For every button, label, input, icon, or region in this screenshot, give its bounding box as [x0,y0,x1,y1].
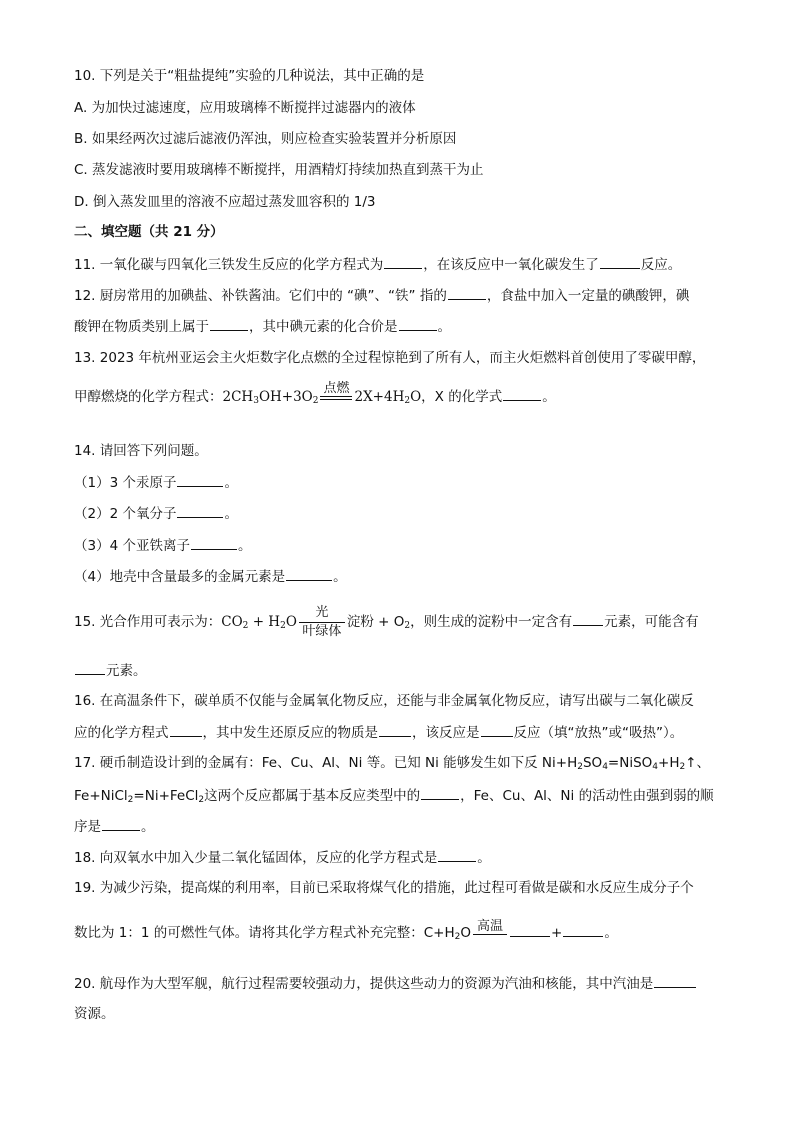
answer-blank[interactable] [102,816,140,831]
q15-text: 元素，可能含有 [604,614,699,630]
reaction-condition [299,606,345,639]
condition-top: 光 [315,604,329,620]
q16-text: 反应（填“放热”或“吸热”）。 [513,725,684,741]
q14-item-1 [74,472,238,493]
methanol-equation-right: $2X+4H_2O$ [354,389,422,406]
q15-text: 元素。 [106,663,147,679]
q14-item-2 [74,503,238,524]
reaction-condition [473,920,507,935]
q17-text: 。 [141,819,155,835]
q13-text: 甲醇燃烧的化学方程式： [74,389,223,405]
reaction-line [473,934,507,935]
photosynthesis-reactants: $CO_2 + H_2O$ [221,614,297,631]
q14-item-4 [74,566,347,587]
q14-item-label: （4）地壳中含量最多的金属元素是 [74,569,286,585]
answer-blank[interactable] [399,316,437,331]
q12-text: ，食盐中加入一定量的碘酸钾，碘 [486,288,690,304]
answer-blank[interactable] [210,316,248,331]
q11 [74,254,681,275]
answer-blank[interactable] [421,785,459,800]
reaction-arrow [299,622,345,623]
answer-blank[interactable] [177,503,223,518]
q15-line1 [74,600,699,648]
subscript: 2 [577,762,583,772]
q14-item-3 [74,535,251,556]
equals-sign [320,396,352,400]
subscript: 2 [454,932,461,942]
q13-line1: 13. 2023 年杭州亚运会主火炬数字化点燃的全过程惊艳到了所有人，而主火炬燃料首创使用了零碳甲醇， [74,350,706,366]
q12-text: 酸钾在物质类别上属于 [74,319,209,335]
q14-item-label: （1）3 个汞原子 [74,475,177,491]
answer-blank[interactable] [191,535,237,550]
q15-text: 15. 光合作用可表示为： [74,614,222,630]
subscript: 2 [404,621,411,631]
q19-text: O [460,925,472,941]
answer-blank[interactable] [448,285,486,300]
condition-label: 高温 [477,918,504,934]
q15-line2 [74,660,147,681]
q17-line1 [74,753,710,777]
answer-blank[interactable] [510,922,550,937]
reaction-condition [320,382,352,400]
q12-text: 。 [437,319,451,335]
q14-end: 。 [224,475,238,491]
q18-text: 18. 向双氧水中加入少量二氧化锰固体，反应的化学方程式是 [74,850,438,866]
q19-text: 数比为 1：1 的可燃性气体。请将其化学方程式补充完整：C+H [74,925,455,941]
answer-blank[interactable] [503,386,541,401]
answer-blank[interactable] [379,722,411,737]
section-title: 二、填空题（共 21 分） [74,224,224,240]
q20-line2: 资源。 [74,1006,115,1022]
q16-line2 [74,722,683,743]
q14-item-label: （3）4 个亚铁离子 [74,538,190,554]
methanol-equation-left: $2CH_3OH+3O_2$ [222,389,319,406]
q15-products: 淀粉 + O [346,614,405,630]
answer-blank[interactable] [654,973,696,988]
q17-text: 17. 硬币制造设计到的金属有：Fe、Cu、Al、Ni 等。已知 Ni 能够发生如下反 Ni+H [74,755,578,771]
q10-option-c: C. 蒸发滤液时要用玻璃棒不断搅拌，用酒精灯持续加热直到蒸干为止 [74,162,484,178]
q14-end: 。 [237,538,252,554]
q11-text-b: ，在该反应中一氧化碳发生了 [423,257,599,273]
q10-option-b: B. 如果经两次过滤后滤液仍浑浊，则应检查实验装置并分析原因 [74,131,457,147]
q17-text: 这两个反应都属于基本反应类型中的 [204,788,421,804]
answer-blank[interactable] [563,922,603,937]
answer-blank[interactable] [286,566,332,581]
q13-text: ，X 的化学式 [421,389,503,405]
q10-stem: 10. 下列是关于“粗盐提纯”实验的几种说法，其中正确的是 [74,68,425,84]
q18 [74,847,491,868]
answer-blank[interactable] [573,611,603,626]
q12-text: 12. 厨房常用的加碘盐、补铁酱油。它们中的 “碘”、“铁” 指的 [74,288,447,304]
q12-line1 [74,285,689,306]
q17-line2 [74,785,714,810]
q14-stem: 14. 请回答下列问题。 [74,443,208,459]
q16-text: ，其中发生还原反应的物质是 [202,725,378,741]
q13-line2 [74,381,556,414]
q13-text: 。 [542,389,556,405]
q17-text: 序是 [74,819,101,835]
q16-line1: 16. 在高温条件下，碳单质不仅能与金属氧化物反应，还能与非金属氧化物反应，请写出碳与二氧化碳反 [74,693,694,709]
answer-blank[interactable] [170,722,202,737]
q20-text: 20. 航母作为大型军舰，航行过程需要较强动力，提供这些动力的资源为汽油和核能，其中汽油是 [74,976,654,992]
q17-line3 [74,816,155,837]
answer-blank[interactable] [177,472,223,487]
q10-option-a: A. 为加快过滤速度，应用玻璃棒不断搅拌过滤器内的液体 [74,100,416,116]
q20-line1 [74,973,697,994]
plus-sign: + [551,925,563,941]
condition-label: 点燃 [323,381,350,396]
answer-blank[interactable] [438,847,476,862]
q10-option-d: D. 倒入蒸发皿里的溶液不应超过蒸发皿容积的 1/3 [74,194,376,210]
q19-end: 。 [604,925,618,941]
answer-blank[interactable] [75,660,105,675]
q11-text-c: 反应。 [640,257,682,273]
answer-blank[interactable] [481,722,513,737]
answer-blank[interactable] [384,254,422,269]
q17-equation: $SO_4=NiSO_4+H_2↑$、 [582,755,711,772]
q14-end: 。 [224,506,238,522]
q12-line2 [74,316,451,337]
q12-text: ，其中碘元素的化合价是 [249,319,398,335]
q16-text: 应的化学方程式 [74,725,169,741]
q14-end: 。 [333,569,347,585]
q17-text: ，Fe、Cu、Al、Ni 的活动性由强到弱的顺 [460,788,714,804]
q17-equation: Fe+NiCl$_2$=Ni+FeCl$_2$ [74,788,205,805]
q16-text: ，该反应是 [412,725,480,741]
q15-text: ，则生成的淀粉中一定含有 [410,614,573,630]
q19-line1: 19. 为减少污染，提高煤的利用率，目前已采取将煤气化的措施，此过程可看做是碳和水反应生成分子个 [74,880,694,896]
q11-text-a: 11. 一氧化碳与四氧化三铁发生反应的化学方程式为 [74,257,384,273]
answer-blank[interactable] [600,254,640,269]
condition-bottom: 叶绿体 [302,623,342,639]
q14-item-label: （2）2 个氧分子 [74,506,177,522]
q18-text: 。 [477,850,491,866]
q19-line2 [74,920,618,950]
